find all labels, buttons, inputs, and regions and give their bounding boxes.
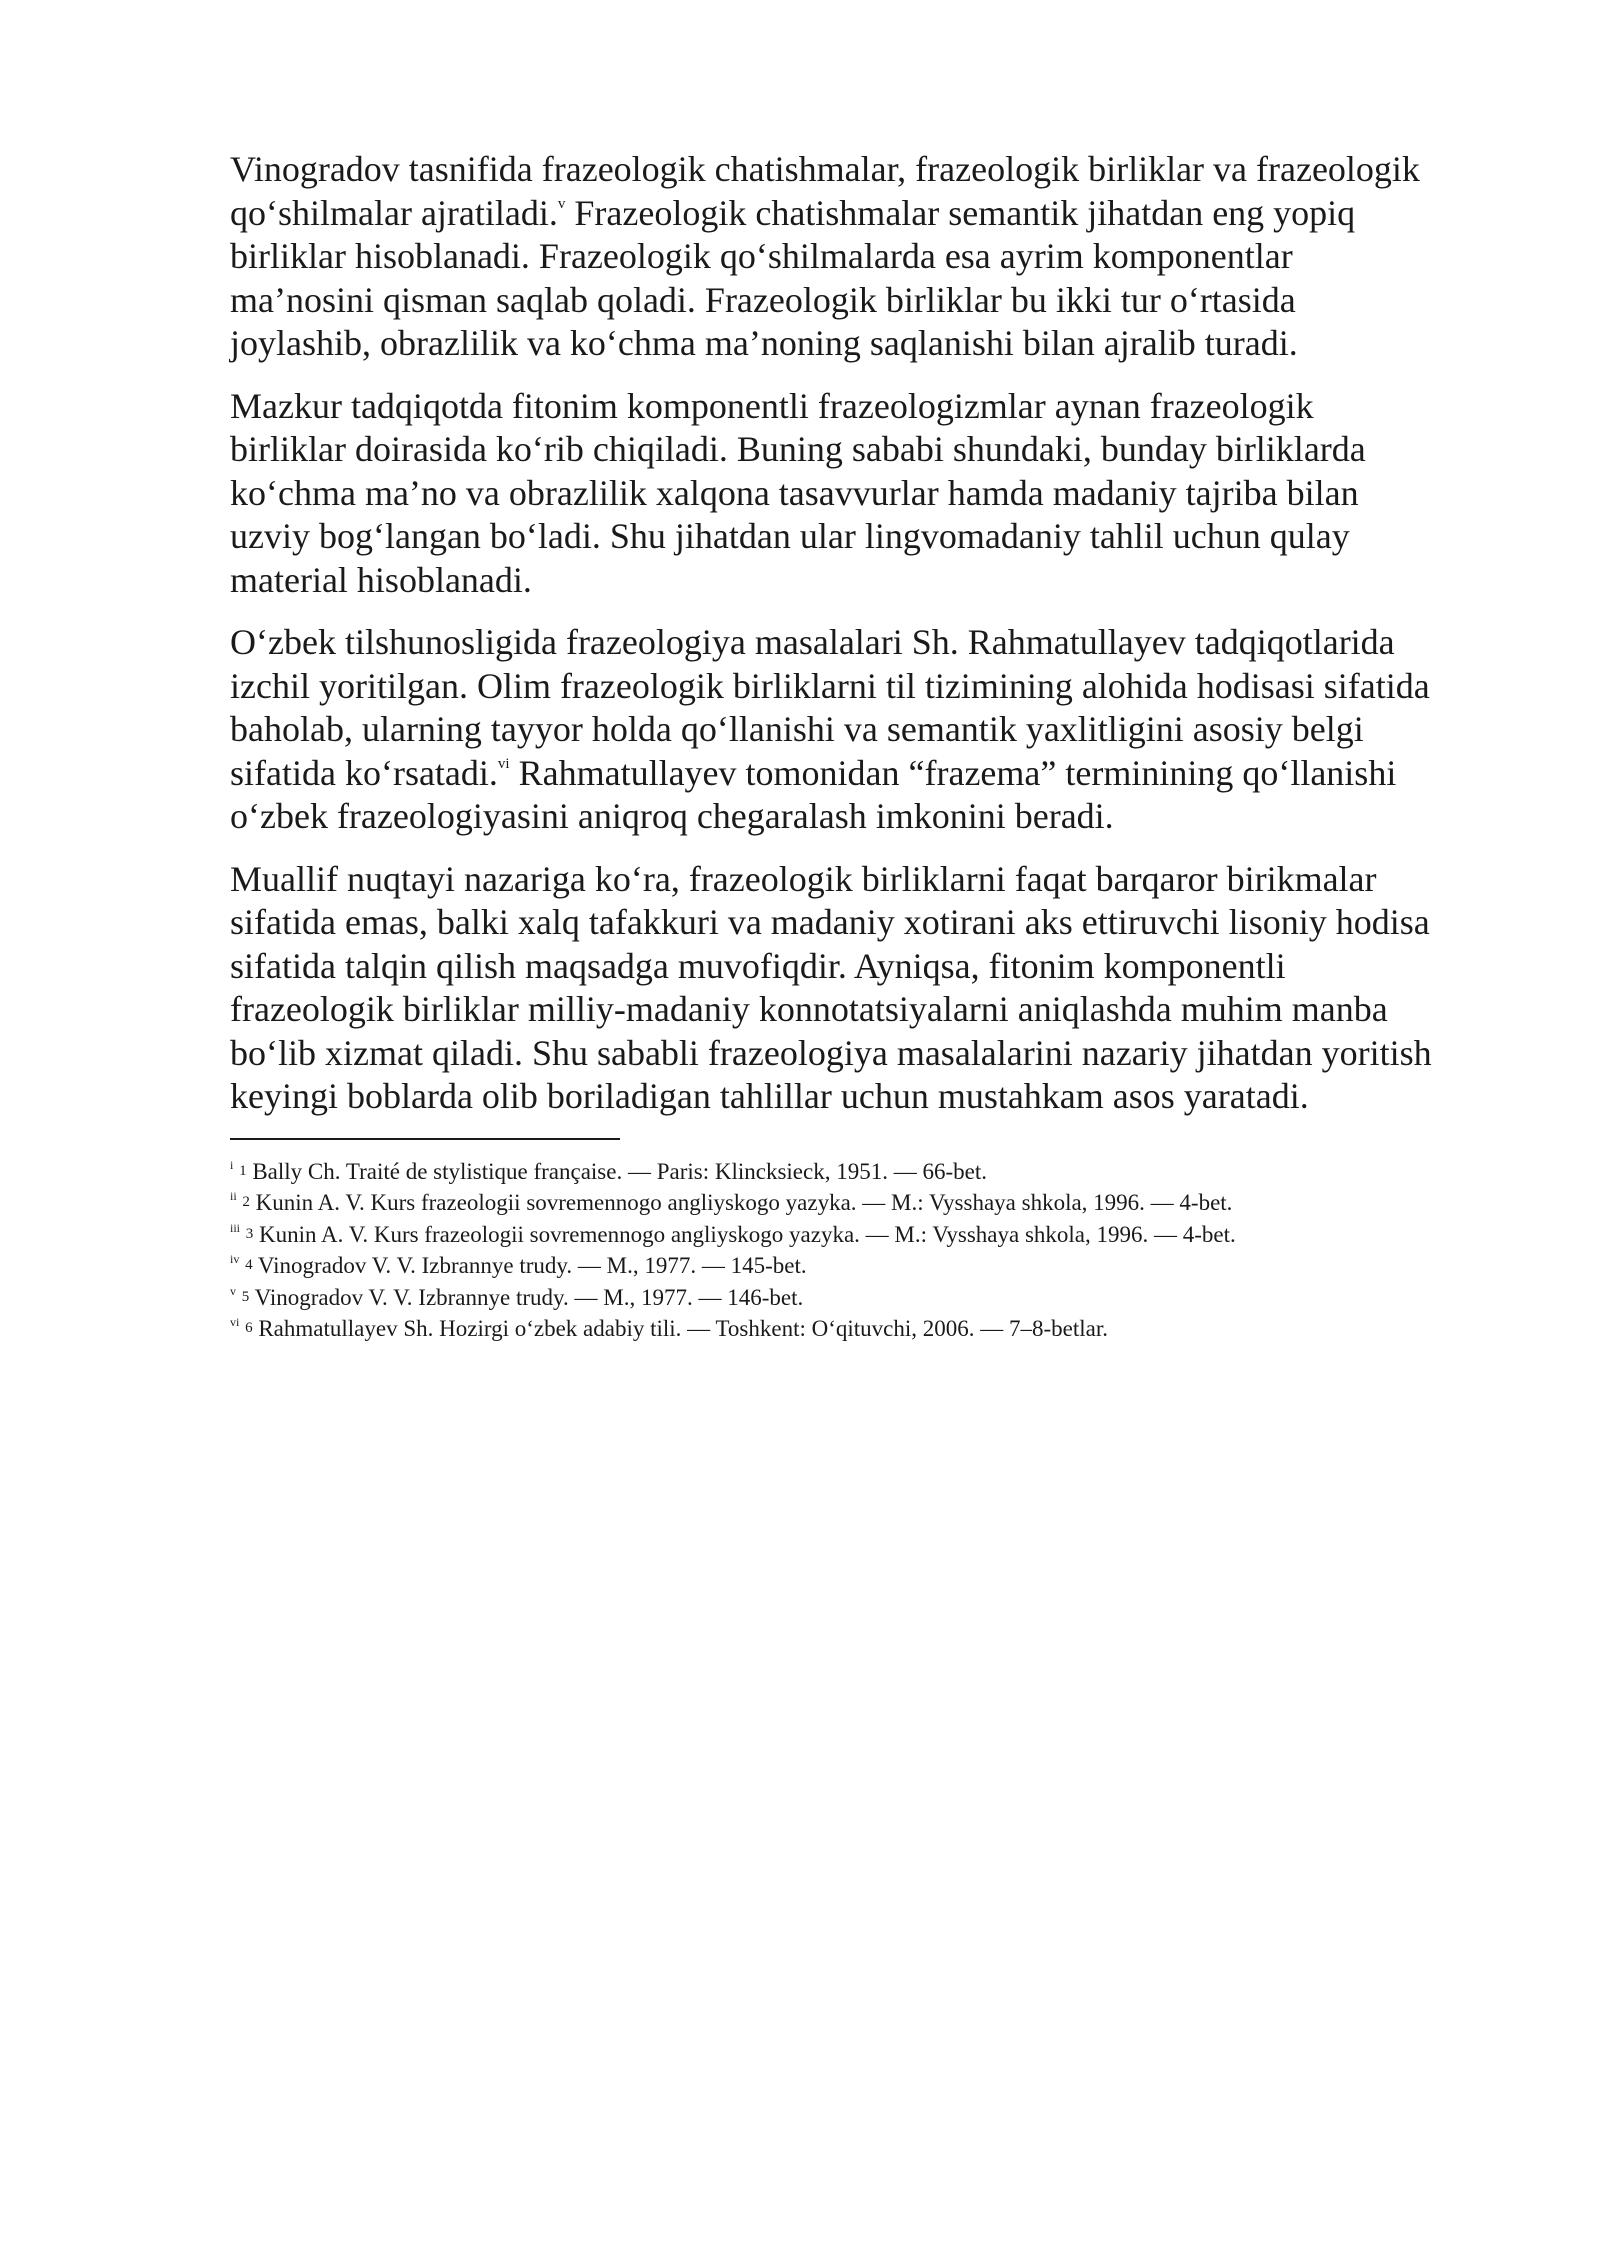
paragraph	[230, 858, 1510, 1119]
footnote-roman-marker: i	[230, 1157, 234, 1172]
footnote-roman-marker: ii	[230, 1189, 237, 1203]
footnote-item	[230, 1219, 1510, 1251]
text-line: birliklar hisoblanadi. Frazeologik qo‘shilmalarda esa ayrim komponentlar	[230, 236, 1293, 276]
footnote-text: Bally Ch. Traité de stylistique française. — Paris: Klincksieck, 1951. — 66-bet.	[246, 1158, 987, 1184]
text-line: uzviy bog‘langan bo‘ladi. Shu jihatdan ular lingvomadaniy tahlil uchun qulay	[230, 516, 1350, 556]
text-segment: sifatida ko‘rsatadi.	[230, 752, 498, 793]
footnote-item	[230, 1250, 1510, 1282]
footnote-item	[230, 1187, 1510, 1219]
footnote-text: Rahmatullayev Sh. Hozirgi o‘zbek adabiy tili. — Toshkent: O‘qituvchi, 2006. — 7–8-betlar.	[252, 1316, 1109, 1341]
footnote-text: Vinogradov V. V. Izbrannye trudy. — M., 1977. — 146-bet.	[249, 1284, 804, 1310]
text-line: ma’nosini qisman saqlab qoladi. Frazeologik birliklar bu ikki tur o‘rtasida	[230, 279, 1296, 320]
document-page	[230, 148, 1510, 1345]
footnote-number: 6	[245, 1320, 253, 1336]
text-line: izchil yoritilgan. Olim frazeologik birliklarni til tizimining alohida hodisasi sifatida	[230, 665, 1430, 706]
text-segment: qo‘shilmalar ajratiladi.	[230, 192, 558, 233]
footnote-separator	[230, 1138, 620, 1140]
text-line: sifatida talqin qilish maqsadga muvofiqdir. Ayniqsa, fitonim komponentli	[230, 945, 1286, 986]
text-line: material hisoblanadi.	[230, 559, 532, 600]
footnote-number: 2	[242, 1194, 250, 1210]
paragraph	[230, 621, 1510, 839]
paragraph	[230, 148, 1510, 366]
footnote-number: 4	[245, 1257, 253, 1273]
text-line: frazeologik birliklar milliy-madaniy konnotatsiyalarni aniqlashda muhim manba	[230, 989, 1388, 1029]
footnote-item	[230, 1282, 1510, 1314]
footnote-number: 1	[239, 1162, 247, 1179]
text-line: o‘zbek frazeologiyasini aniqroq chegaralash imkonini beradi.	[230, 796, 1114, 836]
footnote-number: 3	[245, 1225, 254, 1242]
footnote-number: 5	[241, 1288, 250, 1305]
text-line: birliklar doirasida ko‘rib chiqiladi. Buning sababi shundaki, bunday birliklarda	[230, 429, 1366, 469]
text-segment: Frazeologik chatishmalar semantik jihatdan eng yopiq	[565, 192, 1356, 233]
footnote-reference[interactable]: v	[557, 195, 566, 212]
footnote-item	[230, 1313, 1510, 1345]
text-line: sifatida emas, balki xalq tafakkuri va madaniy xotirani aks ettiruvchi lisoniy hodisa	[230, 902, 1430, 942]
body-text	[230, 148, 1510, 1119]
text-line	[230, 192, 1510, 236]
text-line: Muallif nuqtayi nazariga ko‘ra, frazeologik birliklarni faqat barqaror birikmalar	[230, 858, 1377, 899]
text-segment: Rahmatullayev tomonidan “frazema” terminining qo‘llanishi	[509, 752, 1397, 793]
footnote-reference[interactable]: vi	[497, 755, 510, 772]
footnote-roman-marker: iv	[230, 1252, 240, 1266]
footnote-roman-marker: vi	[230, 1315, 240, 1329]
footnote-text: Kunin A. V. Kurs frazeologii sovremennogo angliyskogo yazyka. — M.: Vysshaya shkola, 1996. — 4-bet.	[253, 1221, 1236, 1247]
text-line: Mazkur tadqiqotda fitonim komponentli frazeologizmlar aynan frazeologik	[230, 385, 1314, 426]
text-line: Vinogradov tasnifida frazeologik chatishmalar, frazeologik birliklar va frazeologik	[230, 149, 1420, 189]
footnote-text: Vinogradov V. V. Izbrannye trudy. — M., 1977. — 145-bet.	[252, 1253, 807, 1278]
text-line	[230, 752, 1510, 796]
text-line: O‘zbek tilshunosligida frazeologiya masalalari Sh. Rahmatullayev tadqiqotlarida	[230, 622, 1395, 662]
footnote-roman-marker: iii	[230, 1220, 241, 1235]
text-line: joylashib, obrazlilik va ko‘chma ma’noning saqlanishi bilan ajralib turadi.	[230, 323, 1298, 363]
text-line: baholab, ularning tayyor holda qo‘llanishi va semantik yaxlitligini asosiy belgi	[230, 709, 1364, 749]
paragraph	[230, 385, 1510, 603]
text-line: ko‘chma ma’no va obrazlilik xalqona tasavvurlar hamda madaniy tajriba bilan	[230, 472, 1359, 513]
text-line: keyingi boblarda olib boriladigan tahlillar uchun mustahkam asos yaratadi.	[230, 1076, 1309, 1116]
footnote-text: Kunin A. V. Kurs frazeologii sovremennogo angliyskogo yazyka. — M.: Vysshaya shkola, 1996. — 4-bet.	[249, 1190, 1233, 1215]
footnote-item	[230, 1156, 1510, 1188]
footnote-roman-marker: v	[230, 1283, 236, 1298]
text-line: bo‘lib xizmat qiladi. Shu sababli frazeologiya masalalarini nazariy jihatdan yoritish	[230, 1032, 1432, 1073]
footnotes	[230, 1156, 1510, 1345]
